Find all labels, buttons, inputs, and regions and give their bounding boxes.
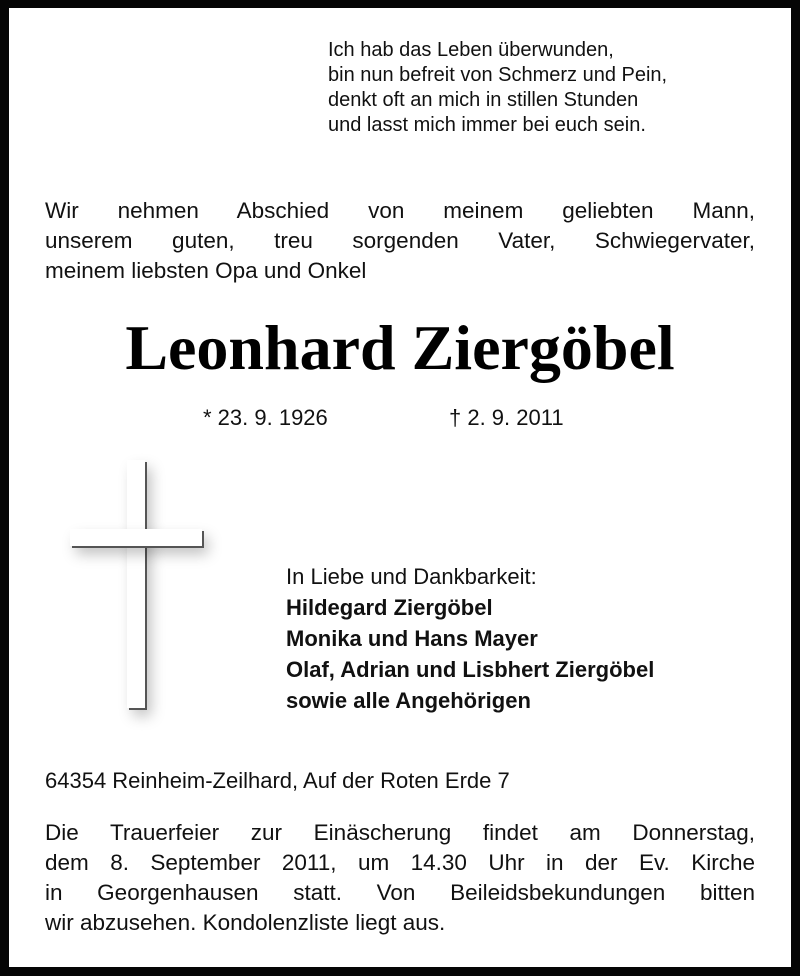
ceremony-line: wir abzusehen. Kondolenzliste liegt aus. — [45, 910, 446, 935]
family-heading: In Liebe und Dankbarkeit: — [286, 564, 537, 589]
poem-line: und lasst mich immer bei euch sein. — [328, 114, 646, 136]
ceremony-line: dem 8. September 2011, um 14.30 Uhr in der Ev. Kirche — [45, 850, 755, 875]
poem-line: denkt oft an mich in stillen Stunden — [328, 89, 639, 111]
obituary-notice — [9, 8, 791, 967]
intro-text — [45, 196, 755, 286]
family-member: Olaf, Adrian und Lisbhert Ziergöbel — [286, 657, 655, 682]
deceased-name: Leonhard Ziergöbel — [125, 312, 675, 383]
intro-line: Wir nehmen Abschied von meinem geliebten Mann, — [45, 198, 755, 223]
death-date: † 2. 9. 2011 — [449, 405, 564, 430]
poem-line: bin nun befreit von Schmerz und Pein, — [328, 64, 668, 86]
ceremony-line: in Georgenhausen statt. Von Beileidsbekundungen bitten — [45, 880, 755, 905]
family-signature — [286, 561, 654, 716]
family-member: Monika und Hans Mayer — [286, 626, 538, 651]
address: 64354 Reinheim-Zeilhard, Auf der Roten Erde 7 — [45, 768, 510, 793]
family-member: sowie alle Angehörigen — [286, 688, 531, 713]
intro-line: meinem liebsten Opa und Onkel — [45, 258, 367, 283]
poem — [328, 38, 667, 138]
ceremony-text — [45, 818, 755, 938]
ceremony-line: Die Trauerfeier zur Einäscherung findet am Donnerstag, — [45, 820, 755, 845]
family-member: Hildegard Ziergöbel — [286, 595, 493, 620]
birth-date: * 23. 9. 1926 — [203, 405, 328, 430]
poem-line: Ich hab das Leben überwunden, — [328, 39, 614, 61]
intro-line: unserem guten, treu sorgenden Vater, Schwiegervater, — [45, 228, 755, 253]
